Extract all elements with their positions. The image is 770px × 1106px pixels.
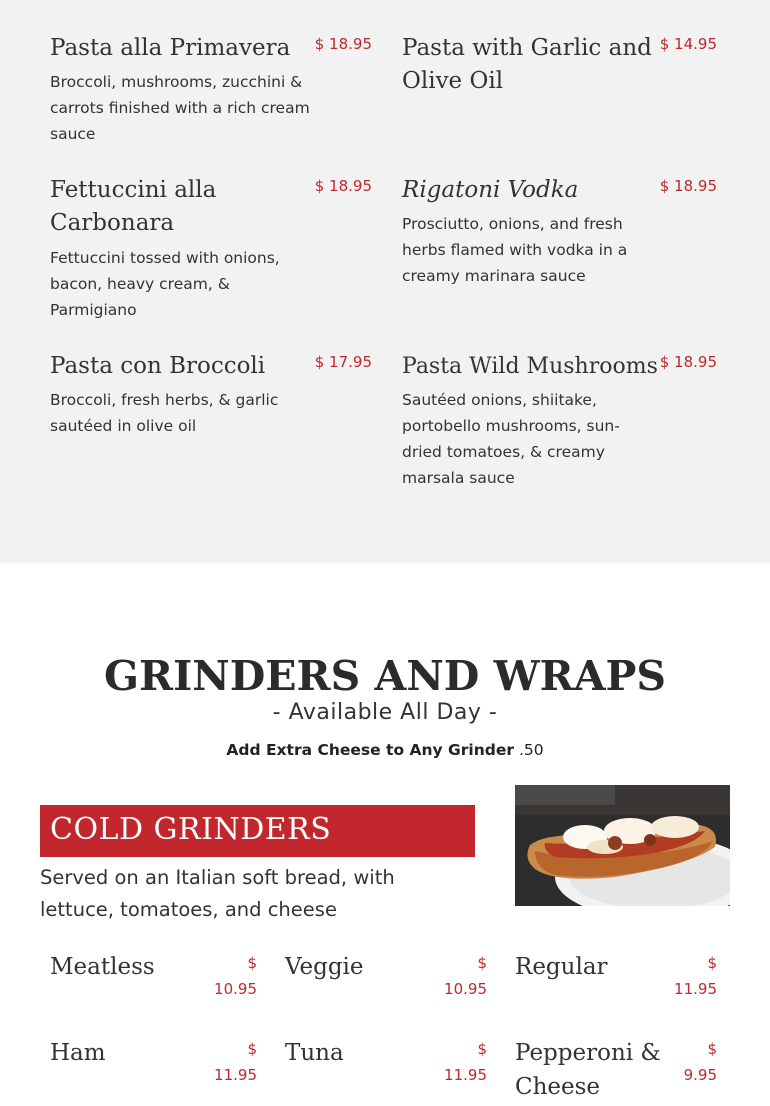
price-symbol: $ xyxy=(247,1040,257,1058)
dish-name: Rigatoni Vodka xyxy=(402,177,579,203)
price-value: 9.95 xyxy=(683,1066,717,1084)
extra-cheese-note xyxy=(0,741,770,759)
grinder-price xyxy=(660,950,717,1002)
cold-grinders-banner xyxy=(40,805,475,857)
grinder-name: Tuna xyxy=(285,1040,344,1066)
section-subtitle: - Available All Day - xyxy=(272,700,498,725)
dish-price: $ 18.95 xyxy=(659,353,717,371)
price-value: 11.95 xyxy=(214,1066,257,1084)
dish-name: Pasta Wild Mushrooms xyxy=(402,354,658,379)
grinder-price xyxy=(200,950,257,1002)
price-symbol: $ xyxy=(477,954,487,972)
grinder-name: Regular xyxy=(515,954,608,980)
price-symbol: $ xyxy=(477,1040,487,1058)
extra-cheese-label: Add Extra Cheese to Any Grinder xyxy=(226,741,514,759)
meatball-grinder-image xyxy=(515,785,730,906)
cold-grinders-heading: COLD GRINDERS xyxy=(50,812,332,847)
price-value: 11.95 xyxy=(674,980,717,998)
price-value: 10.95 xyxy=(444,980,487,998)
dish-description: Broccoli, fresh herbs, & garlic sautéed in olive oil xyxy=(50,391,279,435)
price-value: 10.95 xyxy=(214,980,257,998)
dish-price: $ 18.95 xyxy=(314,177,372,195)
grinder-name: Meatless xyxy=(50,954,155,980)
grinder-price xyxy=(430,950,487,1002)
grinder-price xyxy=(200,1036,257,1088)
dish-description: Fettuccini tossed with onions, bacon, heavy cream, & Parmigiano xyxy=(50,249,280,319)
grinder-name: Veggie xyxy=(285,954,364,980)
dish-price: $ 18.95 xyxy=(314,35,372,53)
dish-price: $ 17.95 xyxy=(314,353,372,371)
price-value: 11.95 xyxy=(444,1066,487,1084)
grinder-price xyxy=(660,1036,717,1088)
dish-name: Pasta con Broccoli xyxy=(50,353,266,379)
dish-price: $ 14.95 xyxy=(659,35,717,53)
grinder-price xyxy=(430,1036,487,1088)
price-symbol: $ xyxy=(707,954,717,972)
price-symbol: $ xyxy=(707,1040,717,1058)
dish-name: Pasta with Garlic and Olive Oil xyxy=(402,35,652,94)
dish-description: Broccoli, mushrooms, zucchini & carrots finished with a rich cream sauce xyxy=(50,73,310,143)
extra-cheese-price: .50 xyxy=(518,741,544,759)
dish-name: Pasta alla Primavera xyxy=(50,35,291,61)
grinder-name: Ham xyxy=(50,1040,106,1066)
grinder-name: Pepperoni & Cheese xyxy=(515,1040,661,1100)
section-title: GRINDERS AND WRAPS xyxy=(104,652,666,700)
dish-name: Fettuccini alla Carbonara xyxy=(50,177,217,236)
dish-description: Prosciutto, onions, and fresh herbs flamed with vodka in a creamy marinara sauce xyxy=(402,215,628,285)
dish-description: Sautéed onions, shiitake, portobello mushrooms, sun-dried tomatoes, & creamy marsala sauce xyxy=(402,391,620,487)
grinder-photo xyxy=(515,785,730,906)
cold-grinders-description: Served on an Italian soft bread, with lettuce, tomatoes, and cheese xyxy=(40,866,395,921)
dish-price: $ 18.95 xyxy=(659,177,717,195)
price-symbol: $ xyxy=(247,954,257,972)
